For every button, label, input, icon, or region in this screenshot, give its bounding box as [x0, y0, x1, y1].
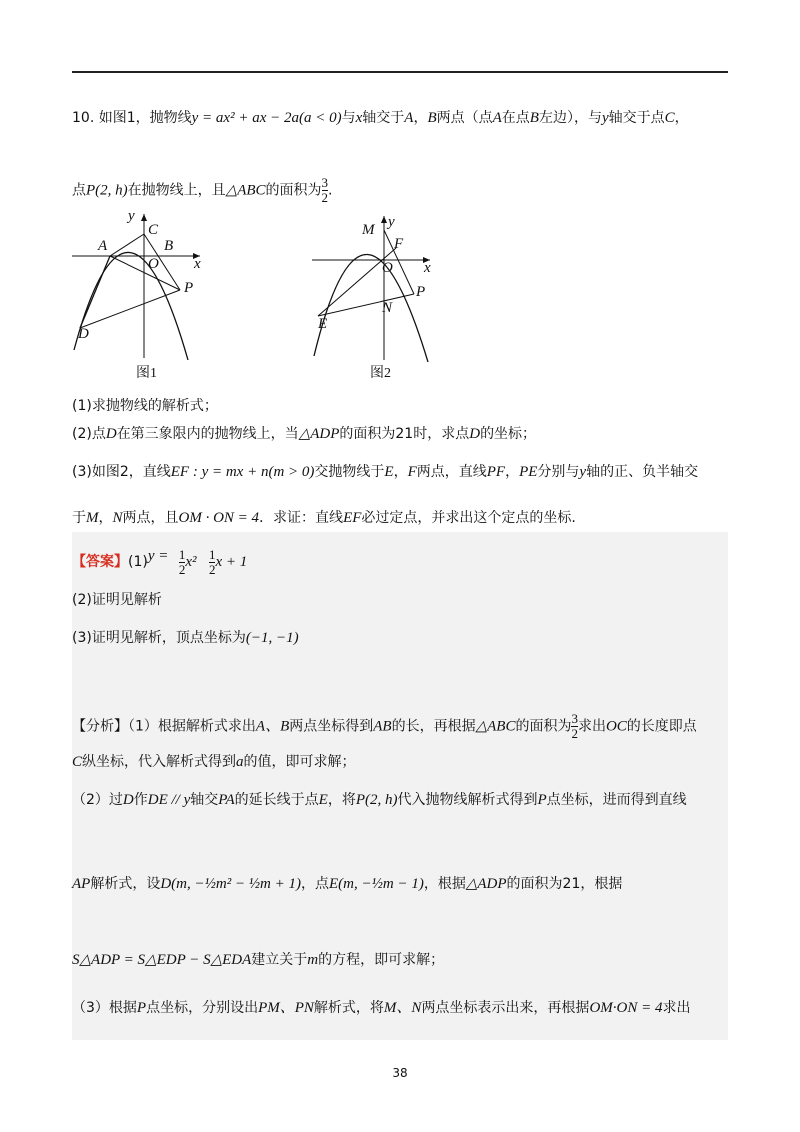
q2-text: (2)点 — [72, 426, 106, 442]
analysis-text: 的面积为 — [515, 718, 572, 735]
problem-text: 的面积为 — [265, 182, 322, 199]
condition-OM-ON: OM · ON = 4 — [178, 510, 260, 526]
frac-den: 2 — [571, 726, 578, 741]
header-rule — [72, 71, 728, 73]
q3-text: 必过定点，并求出这个定点的坐标. — [361, 510, 576, 526]
var-y: y — [579, 464, 587, 480]
q3-text: ， — [505, 464, 520, 480]
var-N: N — [112, 510, 123, 526]
figure-1 — [72, 210, 232, 360]
analysis-text: 解析式，设 — [90, 876, 161, 892]
frac-num: 3 — [571, 711, 578, 726]
var-m: m — [307, 952, 319, 968]
a1-coef-num: 1 — [178, 546, 186, 562]
figure-2 — [312, 212, 442, 362]
problem-text: 左边），与 — [538, 110, 602, 126]
problem-line-1 — [72, 108, 689, 128]
problem-number: 10. — [72, 110, 95, 126]
answer-2: (2)证明见解析 — [72, 592, 162, 608]
var-P: P — [136, 1000, 147, 1016]
condition-OM-ON: OM·ON = 4 — [589, 1000, 663, 1016]
a1-coef-num: 1 — [208, 546, 216, 562]
question-1: (1)求抛物线的解析式； — [72, 398, 218, 414]
q3-text: (3)如图2，直线 — [72, 464, 171, 480]
q3-text: 于 — [72, 510, 86, 526]
q2-text: 的坐标； — [480, 426, 537, 442]
fig1-label-D: D — [78, 326, 89, 342]
page-number: 38 — [392, 1066, 408, 1080]
problem-text: . — [328, 182, 333, 199]
points-A-B: A、B — [255, 718, 290, 735]
analysis-text: 代入抛物线解析式得到 — [397, 792, 538, 808]
var-y: y — [601, 110, 609, 126]
analysis-text: ，将 — [327, 792, 356, 808]
var-D: D — [122, 792, 134, 808]
a3-text: (3)证明见解析，顶点坐标为 — [72, 630, 246, 646]
q2-text: 的面积为21时，求点 — [339, 426, 470, 442]
problem-text: 两点（点 — [436, 110, 493, 126]
a1-coef-den: 2 — [208, 561, 216, 577]
segment-AB: AB — [373, 718, 392, 735]
line-EF: EF — [343, 510, 362, 526]
a1-x-term: x + 1 — [215, 554, 248, 570]
problem-text: 如图1，抛物线 — [98, 110, 192, 126]
fig1-label-O: O — [148, 256, 159, 272]
analysis-text: 两点坐标得到 — [289, 718, 374, 735]
figure-2-caption: 图2 — [370, 366, 391, 381]
line-PE: PE — [519, 464, 538, 480]
point-P: P(2, h) — [355, 792, 398, 808]
answer-3 — [72, 628, 299, 648]
analysis-p5 — [72, 998, 690, 1018]
problem-text: 在抛物线上，且 — [127, 182, 226, 199]
analysis-text: （1）根据解析式求出 — [128, 718, 256, 735]
analysis-text: 的值，即可求解； — [243, 754, 356, 770]
q3-text: ．求证：直线 — [259, 510, 344, 526]
question-3-line-2 — [72, 508, 576, 528]
fig1-label-A: A — [98, 238, 108, 254]
var-C: C — [664, 110, 675, 126]
problem-text: ， — [674, 110, 689, 126]
analysis-text: （2）过 — [72, 792, 123, 808]
point-E-expr: E(m, −½m − 1) — [329, 876, 424, 892]
fig1-label-C: C — [148, 222, 159, 238]
fig2-label-F: F — [394, 236, 404, 252]
var-x: x — [355, 110, 363, 126]
a3-vertex: (−1, −1) — [245, 630, 299, 646]
analysis-text: ，点 — [301, 876, 330, 892]
problem-text: 与 — [341, 110, 356, 126]
var-E: E — [384, 464, 394, 480]
var-A: A — [404, 110, 414, 126]
var-M: M — [86, 510, 99, 526]
analysis-text: 建立关于 — [251, 952, 308, 968]
a1-y: y = — [147, 548, 169, 564]
q3-text: 分别与 — [537, 464, 580, 480]
fig2-label-E: E — [318, 316, 328, 332]
fig1-label-P: P — [184, 280, 194, 296]
var-a: a — [236, 754, 244, 770]
analysis-p1-cont — [72, 752, 356, 772]
var-B: B — [529, 110, 539, 126]
fig2-label-y: y — [388, 214, 395, 230]
problem-text: 在点 — [501, 110, 530, 126]
line-EF-equation: EF : y = mx + n(m > 0) — [170, 464, 315, 480]
problem-line-2 — [72, 176, 332, 205]
analysis-p3 — [72, 874, 622, 894]
lines-PM-PN: PM、PN — [258, 1000, 314, 1016]
fig2-label-P: P — [416, 284, 426, 300]
q3-text: 轴的正、负半轴交 — [586, 464, 699, 480]
answer-1 — [72, 546, 247, 577]
analysis-text: 求出 — [662, 1000, 691, 1016]
analysis-p1 — [72, 712, 697, 741]
var-A: A — [492, 110, 502, 126]
var-D: D — [469, 426, 481, 442]
analysis-p2 — [72, 790, 687, 810]
analysis-text: 求出 — [577, 718, 606, 735]
question-3-line-1 — [72, 462, 698, 482]
q3-text: 两点，直线 — [416, 464, 487, 480]
var-C: C — [72, 754, 83, 770]
triangle-ADP: △ADP — [465, 876, 507, 892]
analysis-tag: 【分析】 — [72, 718, 128, 735]
point-P: P(2, h) — [86, 182, 128, 199]
analysis-text: 的长度即点 — [626, 718, 697, 735]
problem-text: 轴交于 — [362, 110, 405, 126]
answer-tag: 【答案】 — [72, 554, 128, 570]
problem-text: ， — [413, 110, 428, 126]
var-P: P — [537, 792, 547, 808]
analysis-text: 作 — [133, 792, 148, 808]
problem-text: 轴交于点 — [608, 110, 665, 126]
analysis-text: 解析式，将 — [313, 1000, 384, 1016]
triangle-ADP: △ADP — [298, 426, 340, 442]
var-E: E — [318, 792, 328, 808]
analysis-text: 两点坐标表示出来，再根据 — [421, 1000, 590, 1016]
q2-text: 在第三象限内的抛物线上，当 — [116, 426, 299, 442]
question-2 — [72, 424, 536, 444]
var-F: F — [407, 464, 417, 480]
var-B: B — [427, 110, 437, 126]
frac-den: 2 — [321, 190, 329, 205]
area-equation: S△ADP = S△EDP − S△EDA — [72, 952, 252, 968]
q3-text: 交抛物线于 — [314, 464, 385, 480]
point-D-expr: D(m, −½m² − ½m + 1) — [160, 876, 302, 892]
triangle-ABC: △ABC — [225, 182, 266, 199]
fig2-label-N: N — [382, 300, 393, 316]
segment-PA: PA — [218, 792, 235, 808]
analysis-text: 点坐标，进而得到直线 — [546, 792, 687, 808]
analysis-text: 轴交 — [190, 792, 219, 808]
segment-OC: OC — [605, 718, 627, 735]
a1-coef-den: 2 — [178, 561, 186, 577]
analysis-text: 点坐标，分别设出 — [146, 1000, 259, 1016]
analysis-p4 — [72, 950, 444, 970]
analysis-text: 的延长线于点 — [234, 792, 319, 808]
frac-num: 3 — [321, 175, 329, 190]
q3-text: ， — [393, 464, 408, 480]
a1-x-squared: x² — [185, 554, 197, 570]
a1-prefix: (1) — [128, 554, 148, 570]
var-D: D — [105, 426, 117, 442]
q3-text: ， — [98, 510, 113, 526]
triangle-ABC: △ABC — [475, 718, 516, 735]
fig1-label-B: B — [164, 238, 174, 254]
analysis-text: 的长，再根据 — [391, 718, 476, 735]
fig2-label-M: M — [362, 222, 375, 238]
fig2-label-x: x — [424, 260, 431, 276]
analysis-text: 的方程，即可求解； — [318, 952, 445, 968]
problem-text: 点 — [72, 182, 86, 199]
figure-1-caption: 图1 — [136, 366, 157, 381]
parallel-DE-y: DE // y — [147, 792, 191, 808]
parabola-equation: y = ax² + ax − 2a(a < 0) — [191, 110, 342, 126]
analysis-text: ，根据 — [423, 876, 466, 892]
fig2-label-O: O — [382, 260, 393, 276]
analysis-text: （3）根据 — [72, 1000, 137, 1016]
analysis-text: 纵坐标，代入解析式得到 — [82, 754, 237, 770]
q3-text: 两点，且 — [122, 510, 179, 526]
line-PF: PF — [486, 464, 506, 480]
fig1-label-x: x — [194, 256, 201, 272]
fig1-label-y: y — [128, 208, 135, 224]
points-M-N: M、N — [383, 1000, 422, 1016]
analysis-text: 的面积为21，根据 — [506, 876, 623, 892]
line-AP: AP — [72, 876, 91, 892]
